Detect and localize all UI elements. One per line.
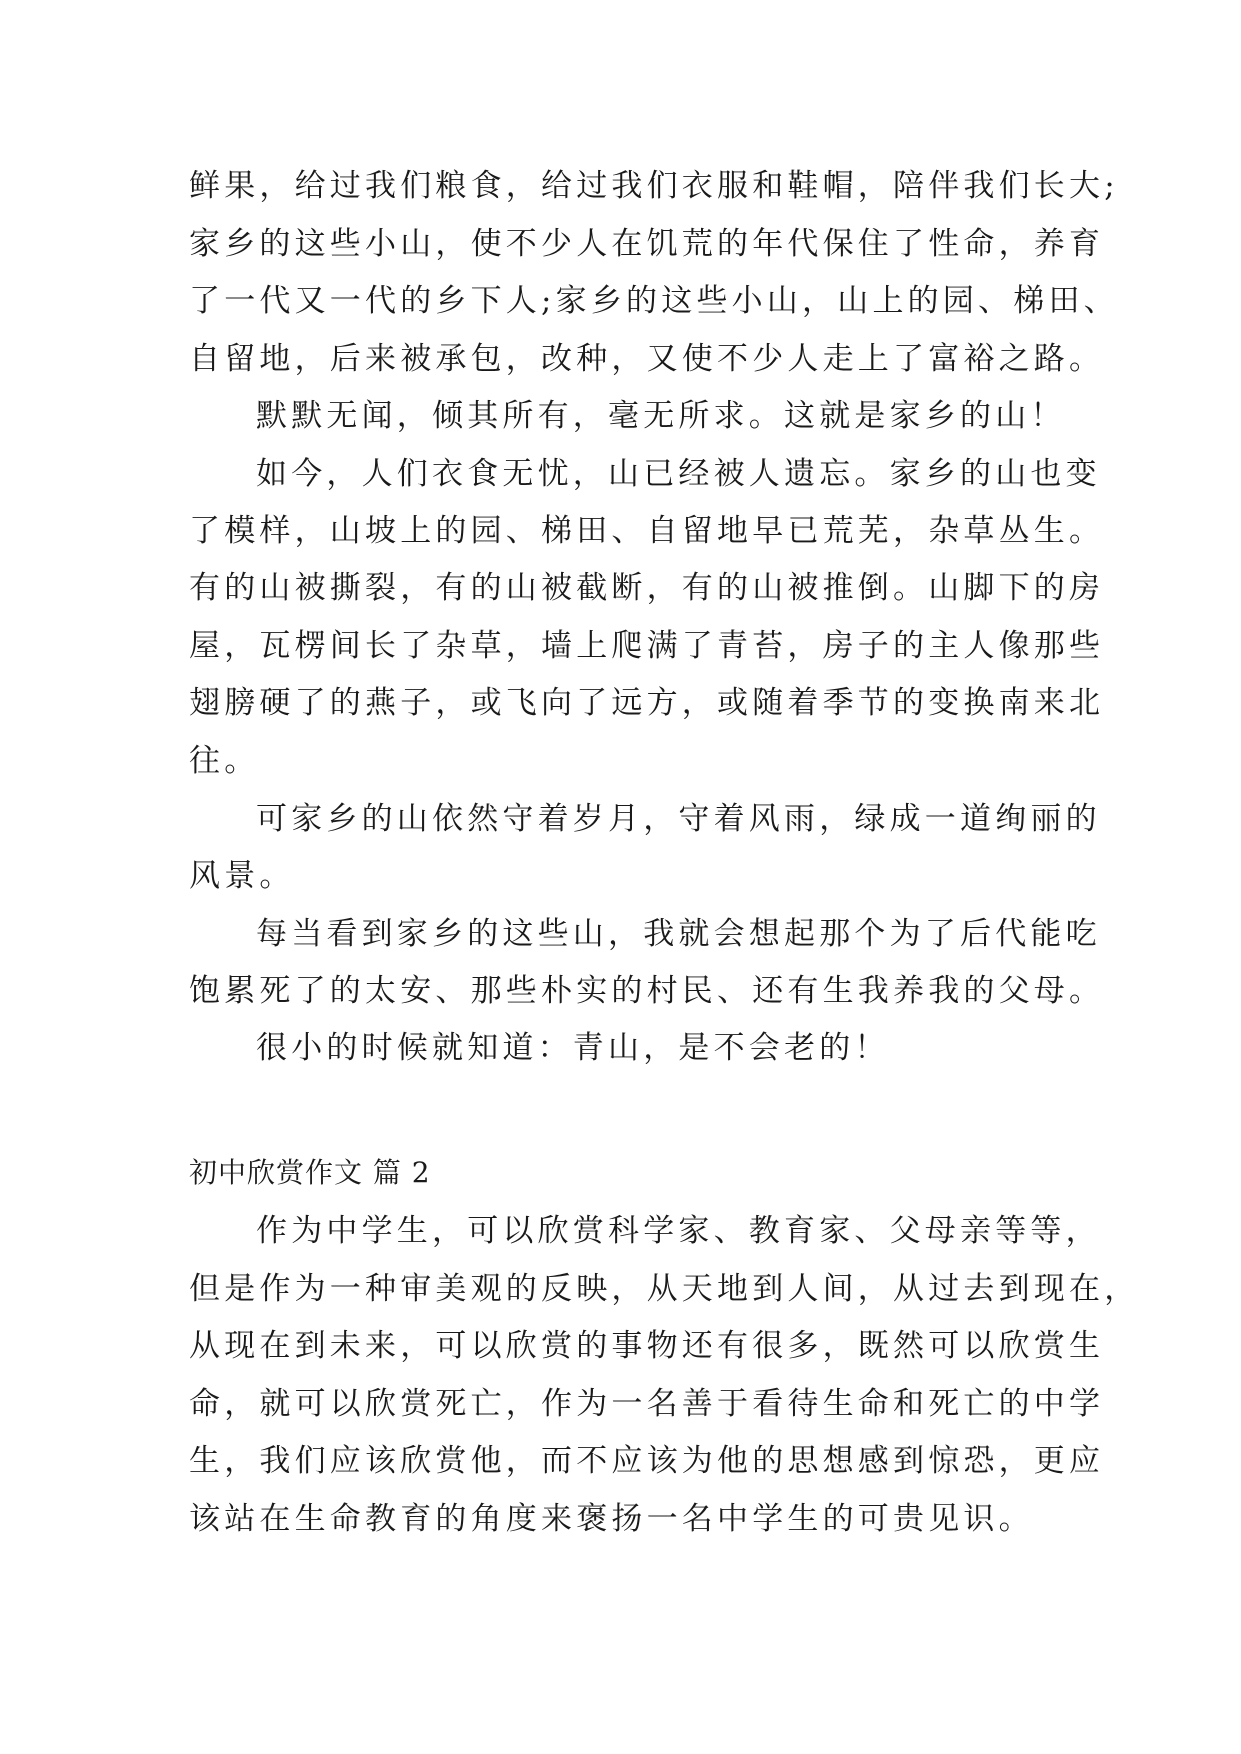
text-line: 了模样，山坡上的园、梯田、自留地早已荒芜，杂草丛生。	[189, 513, 1105, 549]
paragraph-start-line: 默默无闻，倾其所有，毫无所求。这就是家乡的山！	[256, 398, 1066, 434]
paragraph-start-line: 可家乡的山依然守着岁月，守着风雨，绿成一道绚丽的	[256, 801, 1101, 837]
text-line: 但是作为一种审美观的反映，从天地到人间，从过去到现在，	[189, 1271, 1140, 1307]
text-line: 往。	[189, 743, 260, 779]
paragraph-start-line: 如今，人们衣食无忧，山已经被人遗忘。家乡的山也变	[256, 456, 1101, 492]
text-line: 家乡的这些小山，使不少人在饥荒的年代保住了性命，养育	[189, 226, 1105, 262]
text-line: 该站在生命教育的角度来褒扬一名中学生的可贵见识。	[189, 1501, 1034, 1537]
text-line: 风景。	[189, 858, 295, 894]
text-line: 屋，瓦楞间长了杂草，墙上爬满了青苔，房子的主人像那些	[189, 628, 1105, 664]
paragraph-start-line: 作为中学生，可以欣赏科学家、教育家、父母亲等等，	[256, 1213, 1101, 1249]
text-line: 翅膀硬了的燕子，或飞向了远方，或随着季节的变换南来北	[189, 685, 1105, 721]
paragraph-start-line: 很小的时候就知道：青山，是不会老的！	[256, 1030, 890, 1066]
text-line: 自留地，后来被承包，改种，又使不少人走上了富裕之路。	[189, 341, 1105, 377]
text-line: 鲜果，给过我们粮食，给过我们衣服和鞋帽，陪伴我们长大;	[189, 168, 1119, 204]
section-heading: 初中欣赏作文 篇 2	[189, 1156, 431, 1189]
text-line: 饱累死了的太安、那些朴实的村民、还有生我养我的父母。	[189, 973, 1105, 1009]
text-line: 生，我们应该欣赏他，而不应该为他的思想感到惊恐，更应	[189, 1443, 1105, 1479]
text-line: 有的山被撕裂，有的山被截断，有的山被推倒。山脚下的房	[189, 570, 1105, 606]
text-line: 命，就可以欣赏死亡，作为一名善于看待生命和死亡的中学	[189, 1386, 1105, 1422]
text-line: 了一代又一代的乡下人;家乡的这些小山，山上的园、梯田、	[189, 283, 1119, 319]
text-line: 从现在到未来，可以欣赏的事物还有很多，既然可以欣赏生	[189, 1328, 1105, 1364]
paragraph-start-line: 每当看到家乡的这些山，我就会想起那个为了后代能吃	[256, 916, 1101, 952]
